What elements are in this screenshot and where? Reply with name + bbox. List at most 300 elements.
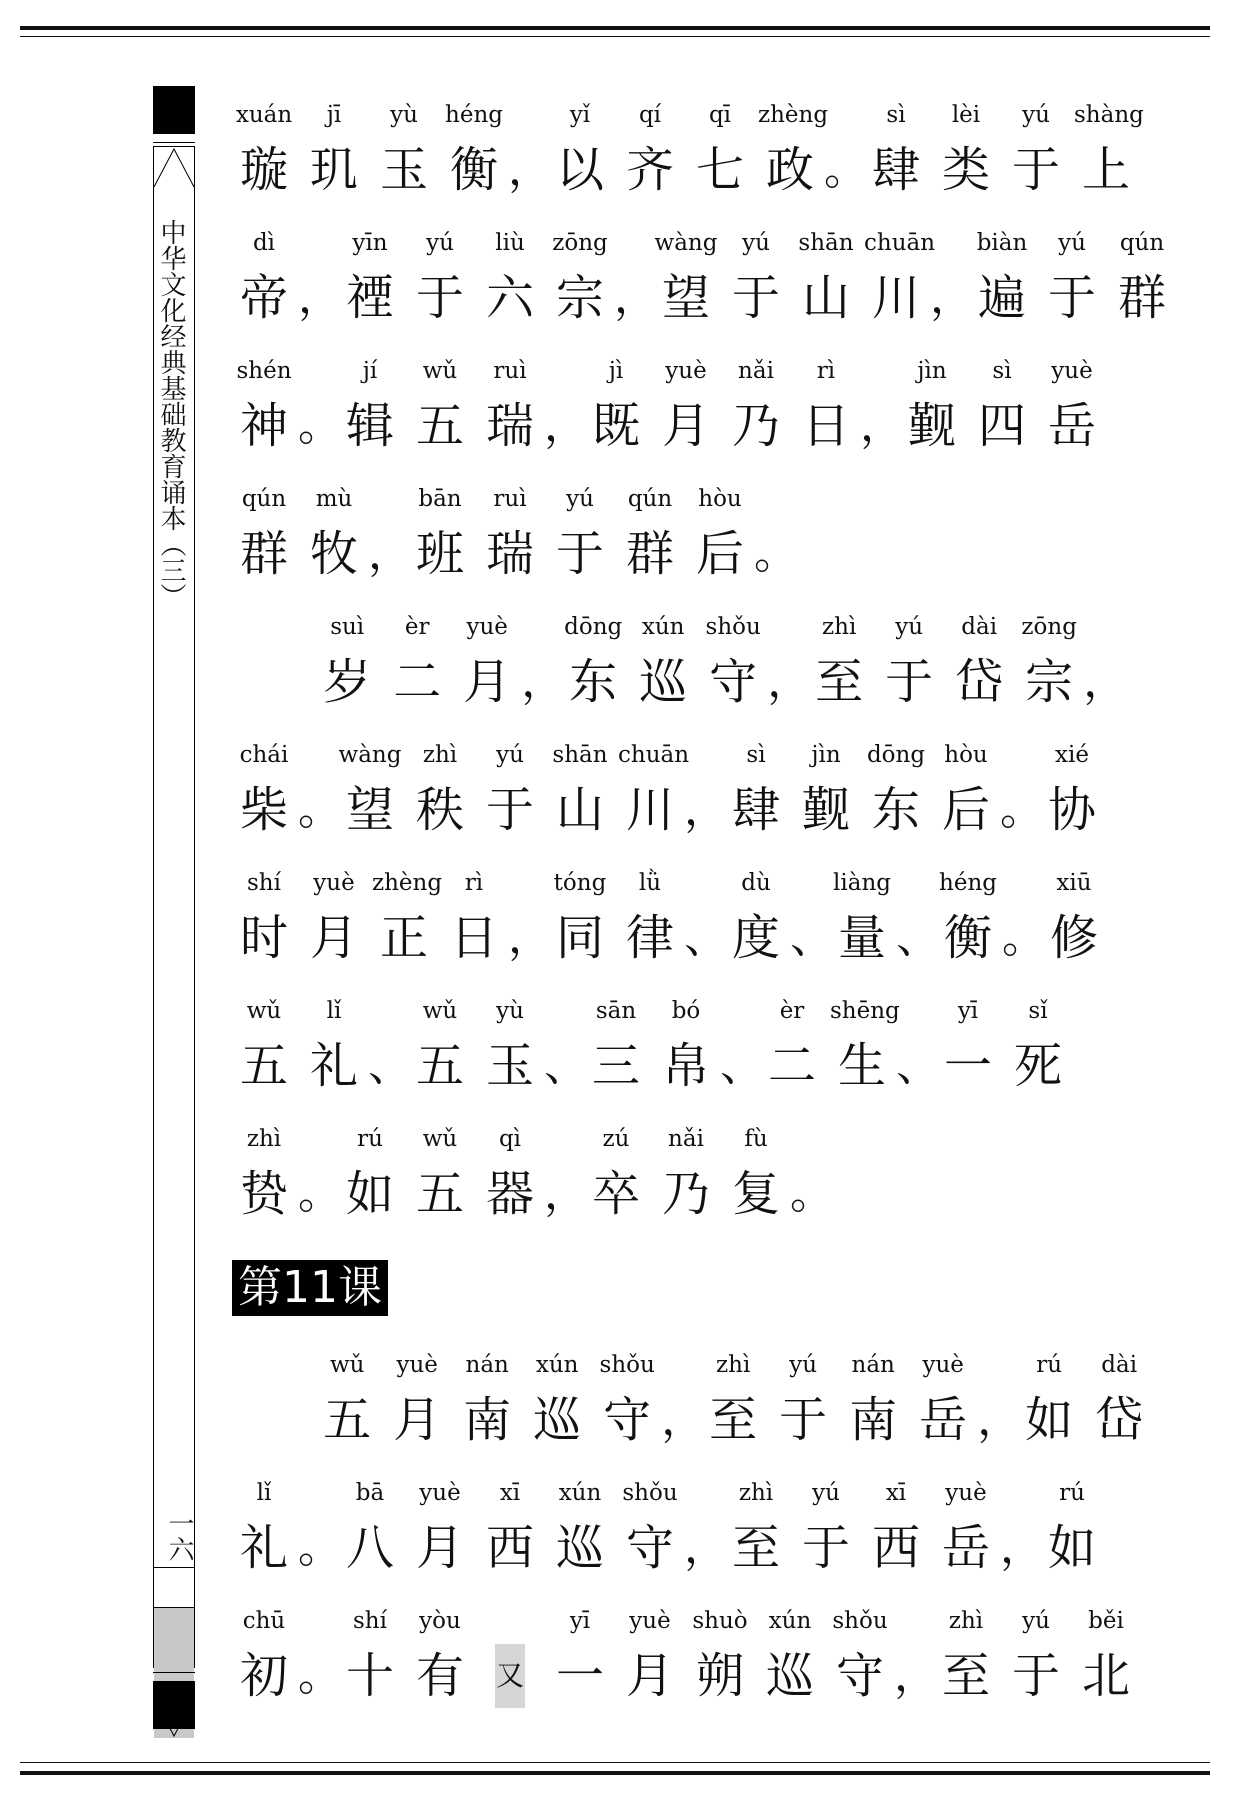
- hanzi: 东: [569, 654, 618, 710]
- ruby-character: [525, 1350, 589, 1452]
- ruby-character: [408, 996, 472, 1098]
- ruby-character: [1040, 740, 1104, 842]
- hanzi: 七: [695, 142, 744, 198]
- ruby-character: [1042, 868, 1106, 970]
- hanzi: 月: [661, 398, 710, 454]
- pinyin: xī: [885, 1480, 907, 1506]
- hanzi: 以: [555, 142, 604, 198]
- ruby-character: [618, 100, 682, 202]
- hanzi: 衡: [943, 910, 992, 966]
- ruby-character: [561, 612, 625, 714]
- text-line: [232, 228, 1166, 356]
- punctuation: ，: [860, 400, 904, 451]
- ruby-character: [548, 228, 612, 330]
- ruby-character: [934, 1478, 998, 1580]
- pinyin: yù: [390, 102, 418, 128]
- hanzi: 守: [625, 1520, 674, 1576]
- pinyin: dōng: [564, 614, 623, 640]
- ruby-character: [548, 484, 612, 586]
- hanzi: 礼: [309, 1038, 358, 1094]
- ruby-character: [232, 1478, 296, 1580]
- ruby-character: [408, 1478, 472, 1580]
- ruby-character: [385, 612, 449, 714]
- ruby-character: [1006, 996, 1070, 1098]
- pinyin: héng: [445, 102, 503, 128]
- text-line: [232, 1606, 1130, 1734]
- ruby-character: [864, 228, 936, 330]
- hanzi: 于: [731, 270, 780, 326]
- ruby-character: [794, 228, 858, 330]
- ruby-character: [442, 100, 506, 202]
- ruby-character: [302, 868, 366, 970]
- spine-black-block-top: [153, 86, 195, 134]
- ruby-character: [654, 1124, 718, 1226]
- ruby-character: [338, 1478, 402, 1580]
- hanzi: 于: [885, 654, 934, 710]
- pinyin: dài: [1101, 1352, 1138, 1378]
- hanzi: 日: [449, 910, 498, 966]
- ruby-character: [442, 868, 506, 970]
- text-line: [232, 356, 1096, 484]
- ruby-character: [548, 740, 612, 842]
- lesson-heading: 第11课: [232, 1260, 388, 1316]
- hanzi: 于: [801, 1520, 850, 1576]
- pinyin: yīn: [352, 230, 388, 256]
- hanzi: 生: [837, 1038, 886, 1094]
- hanzi: 正: [379, 910, 428, 966]
- ruby-character: [478, 484, 542, 586]
- pinyin: yú: [1022, 102, 1050, 128]
- hanzi: 东: [871, 782, 920, 838]
- text-line: [232, 612, 1128, 740]
- hanzi: 于: [1047, 270, 1096, 326]
- ruby-character: [232, 996, 296, 1098]
- text-line: [232, 1350, 1144, 1478]
- hanzi: 五: [415, 1038, 464, 1094]
- ruby-character: [232, 228, 296, 330]
- pinyin: shí: [353, 1608, 387, 1634]
- pinyin: wǔ: [246, 998, 282, 1024]
- pinyin: sì: [746, 742, 766, 768]
- hanzi: 齐: [625, 142, 674, 198]
- ruby-character: [830, 868, 894, 970]
- ruby-character: [232, 356, 296, 458]
- ruby-character: [595, 1350, 659, 1452]
- text-line: [232, 740, 1096, 868]
- pinyin: shǒu: [705, 614, 761, 640]
- text-line: [232, 1124, 1052, 1252]
- hanzi: 如: [1047, 1520, 1096, 1576]
- pinyin: hòu: [698, 486, 742, 512]
- hanzi: 瑞: [485, 526, 534, 582]
- punctuation: ，: [684, 784, 728, 835]
- ruby-character: [385, 1350, 449, 1452]
- hanzi: 礼: [239, 1520, 288, 1576]
- pinyin: fù: [744, 1126, 768, 1152]
- ruby-character: [1004, 1606, 1068, 1708]
- hanzi: 五: [323, 1392, 372, 1448]
- text-line: [232, 484, 1052, 612]
- hanzi: 岳: [919, 1392, 968, 1448]
- ruby-character: [1087, 1350, 1151, 1452]
- hanzi: 南: [849, 1392, 898, 1448]
- punctuation: ，: [544, 400, 588, 451]
- ruby-character: [548, 1606, 612, 1708]
- punctuation: 。: [824, 144, 868, 195]
- pinyin: qún: [627, 486, 673, 512]
- pinyin: yuè: [466, 614, 508, 640]
- pinyin: rì: [816, 358, 836, 384]
- hanzi: 西: [485, 1520, 534, 1576]
- ruby-character: [618, 484, 682, 586]
- hanzi: 群: [239, 526, 288, 582]
- pinyin: yuè: [1051, 358, 1093, 384]
- hanzi: 五: [415, 398, 464, 454]
- ruby-character: [408, 484, 472, 586]
- ruby-character: [584, 1124, 648, 1226]
- hanzi: 至: [815, 654, 864, 710]
- hanzi: 至: [941, 1648, 990, 1704]
- pinyin: yǐ: [569, 102, 591, 128]
- hanzi: 于: [415, 270, 464, 326]
- hanzi: 时: [239, 910, 288, 966]
- ruby-character: [654, 356, 718, 458]
- hanzi: 上: [1081, 142, 1130, 198]
- pinyin: zōng: [552, 230, 608, 256]
- punctuation: 。: [298, 784, 342, 835]
- punctuation: 。: [298, 400, 342, 451]
- pinyin: wǔ: [329, 1352, 365, 1378]
- pinyin: yú: [566, 486, 594, 512]
- pinyin: chuān: [864, 230, 936, 256]
- punctuation: ，: [521, 656, 566, 707]
- ruby-character: [478, 1606, 542, 1708]
- ruby-character: [841, 1350, 905, 1452]
- pinyin: suì: [330, 614, 365, 640]
- text-line: [232, 100, 1144, 228]
- ruby-character: [934, 100, 998, 202]
- ruby-character: [338, 1124, 402, 1226]
- hanzi: 日: [801, 398, 850, 454]
- pinyin: chái: [239, 742, 289, 768]
- pinyin: xún: [768, 1608, 812, 1634]
- ruby-character: [548, 868, 612, 970]
- variant-character-note: 又: [495, 1644, 525, 1708]
- pinyin: běi: [1088, 1608, 1124, 1634]
- ruby-character: [794, 740, 858, 842]
- hanzi: 巡: [533, 1392, 582, 1448]
- ruby-character: [338, 356, 402, 458]
- ruby-character: [947, 612, 1011, 714]
- pinyin: tóng: [553, 870, 607, 896]
- punctuation: 、: [896, 1040, 940, 1091]
- hanzi: 玉: [379, 142, 428, 198]
- pinyin: bó: [671, 998, 701, 1024]
- spine-chevron-up-icon: [154, 147, 194, 187]
- pinyin: hòu: [944, 742, 988, 768]
- pinyin: xié: [1055, 742, 1089, 768]
- ruby-character: [548, 100, 612, 202]
- ruby-character: [631, 612, 695, 714]
- bottom-rule-thin: [20, 1762, 1210, 1763]
- pinyin: yuè: [945, 1480, 987, 1506]
- pinyin: lǜ: [638, 870, 662, 896]
- ruby-character: [864, 740, 928, 842]
- ruby-character: [724, 228, 788, 330]
- ruby-character: [408, 740, 472, 842]
- pinyin: zhèng: [758, 102, 829, 128]
- ruby-character: [478, 356, 542, 458]
- hanzi: 月: [393, 1392, 442, 1448]
- ruby-character: [830, 996, 900, 1098]
- pinyin: jī: [326, 102, 342, 128]
- pinyin: shuò: [692, 1608, 748, 1634]
- punctuation: ，: [930, 272, 974, 323]
- hanzi: 群: [625, 526, 674, 582]
- punctuation: ，: [1000, 1522, 1044, 1573]
- hanzi: 月: [309, 910, 358, 966]
- punctuation: ，: [508, 144, 552, 195]
- hanzi: 觐: [801, 782, 850, 838]
- pinyin: xún: [558, 1480, 602, 1506]
- pinyin: shǒu: [832, 1608, 888, 1634]
- pinyin: sì: [886, 102, 906, 128]
- hanzi: 衡: [449, 142, 498, 198]
- pinyin: jìn: [811, 742, 841, 768]
- hanzi: 于: [555, 526, 604, 582]
- pinyin: biàn: [976, 230, 1028, 256]
- pinyin: sì: [992, 358, 1012, 384]
- ruby-character: [315, 1350, 379, 1452]
- pinyin: zú: [602, 1126, 630, 1152]
- hanzi: 辑: [345, 398, 394, 454]
- ruby-character: [724, 356, 788, 458]
- hanzi: 复: [731, 1166, 780, 1222]
- pinyin: yuè: [629, 1608, 671, 1634]
- pinyin: bā: [355, 1480, 385, 1506]
- hanzi: 西: [871, 1520, 920, 1576]
- punctuation: ，: [1083, 656, 1128, 707]
- hanzi: 望: [345, 782, 394, 838]
- hanzi: 类: [941, 142, 990, 198]
- punctuation: 、: [368, 1040, 412, 1091]
- punctuation: ，: [767, 656, 812, 707]
- ruby-character: [408, 228, 472, 330]
- punctuation: ，: [894, 1650, 938, 1701]
- ruby-character: [970, 356, 1034, 458]
- punctuation: 。: [298, 1650, 342, 1701]
- pinyin: qì: [498, 1126, 522, 1152]
- ruby-character: [1074, 100, 1144, 202]
- pinyin: yú: [812, 1480, 840, 1506]
- pinyin: sān: [595, 998, 637, 1024]
- hanzi: 于: [485, 782, 534, 838]
- punctuation: 、: [684, 912, 728, 963]
- ruby-character: [618, 1478, 682, 1580]
- hanzi: 巡: [765, 1648, 814, 1704]
- pinyin: zhì: [246, 1126, 282, 1152]
- pinyin: zhì: [422, 742, 458, 768]
- ruby-character: [232, 1606, 296, 1708]
- pinyin: xuán: [235, 102, 293, 128]
- hanzi: 秩: [415, 782, 464, 838]
- punctuation: 。: [790, 1168, 834, 1219]
- ruby-character: [1040, 1478, 1104, 1580]
- ruby-character: [478, 996, 542, 1098]
- pinyin: zhì: [822, 614, 857, 640]
- ruby-character: [1040, 228, 1104, 330]
- text-body-lower: [232, 1350, 1144, 1734]
- hanzi: 岱: [1095, 1392, 1144, 1448]
- ruby-character: [338, 740, 402, 842]
- pinyin: lǐ: [256, 1480, 272, 1506]
- ruby-character: [864, 1478, 928, 1580]
- hanzi: 山: [555, 782, 604, 838]
- hanzi: 守: [709, 654, 758, 710]
- pinyin: rú: [1036, 1352, 1063, 1378]
- pinyin: yī: [569, 1608, 591, 1634]
- pinyin: ruì: [493, 486, 527, 512]
- ruby-character: [338, 1606, 402, 1708]
- pinyin: xiū: [1056, 870, 1092, 896]
- spine-hairline: [153, 1672, 195, 1673]
- hanzi: 帝: [239, 270, 288, 326]
- bottom-rule-thick: [20, 1771, 1210, 1775]
- punctuation: ，: [614, 272, 658, 323]
- pinyin: rú: [357, 1126, 383, 1152]
- hanzi: 岱: [955, 654, 1004, 710]
- pinyin: mù: [315, 486, 353, 512]
- hanzi: 乃: [661, 1166, 710, 1222]
- ruby-character: [584, 996, 648, 1098]
- hanzi: 月: [463, 654, 512, 710]
- pinyin: yuè: [396, 1352, 438, 1378]
- ruby-character: [408, 1606, 472, 1708]
- ruby-character: [408, 356, 472, 458]
- hanzi: 巡: [639, 654, 688, 710]
- hanzi: 群: [1117, 270, 1166, 326]
- ruby-character: [828, 1606, 892, 1708]
- pinyin: yú: [742, 230, 770, 256]
- hanzi: 璇: [239, 142, 288, 198]
- pinyin: shēng: [830, 998, 900, 1024]
- hanzi: 岁: [323, 654, 372, 710]
- pinyin: dài: [961, 614, 998, 640]
- hanzi: 遍: [977, 270, 1026, 326]
- pinyin: shǒu: [622, 1480, 678, 1506]
- ruby-character: [618, 868, 682, 970]
- ruby-character: [478, 1478, 542, 1580]
- hanzi: 五: [415, 1166, 464, 1222]
- pinyin: rì: [464, 870, 484, 896]
- ruby-character: [618, 1606, 682, 1708]
- pinyin: qí: [638, 102, 662, 128]
- punctuation: ，: [368, 528, 412, 579]
- punctuation: ，: [661, 1394, 706, 1445]
- ruby-character: [970, 228, 1034, 330]
- hanzi: 至: [731, 1520, 780, 1576]
- ruby-character: [794, 356, 858, 458]
- pinyin: qún: [241, 486, 287, 512]
- hanzi: 班: [415, 526, 464, 582]
- ruby-character: [911, 1350, 975, 1452]
- hanzi: 帛: [661, 1038, 710, 1094]
- pinyin: yuè: [922, 1352, 964, 1378]
- ruby-character: [688, 484, 752, 586]
- pinyin: yuè: [313, 870, 355, 896]
- pinyin: xún: [641, 614, 685, 640]
- ruby-character: [654, 996, 718, 1098]
- hanzi: 于: [779, 1392, 828, 1448]
- hanzi: 后: [695, 526, 744, 582]
- pinyin: sǐ: [1028, 998, 1048, 1024]
- hanzi: 八: [345, 1520, 394, 1576]
- hanzi: 十: [345, 1648, 394, 1704]
- hanzi: 觐: [907, 398, 956, 454]
- hanzi: 一: [555, 1648, 604, 1704]
- ruby-character: [771, 1350, 835, 1452]
- hanzi: 玉: [485, 1038, 534, 1094]
- top-rule-thick: [20, 26, 1210, 30]
- hanzi: 初: [239, 1648, 288, 1704]
- pinyin: xī: [499, 1480, 521, 1506]
- pinyin: jí: [362, 358, 378, 384]
- hanzi: 守: [603, 1392, 652, 1448]
- pinyin: zhì: [716, 1352, 751, 1378]
- hanzi: 既: [591, 398, 640, 454]
- pinyin: rú: [1059, 1480, 1085, 1506]
- hanzi: 南: [463, 1392, 512, 1448]
- ruby-character: [1110, 228, 1174, 330]
- ruby-character: [688, 100, 752, 202]
- ruby-character: [478, 228, 542, 330]
- ruby-character: [408, 1124, 472, 1226]
- hanzi: 月: [625, 1648, 674, 1704]
- pinyin: lǐ: [326, 998, 342, 1024]
- pinyin: wǔ: [422, 998, 458, 1024]
- side-spine: [153, 76, 195, 1731]
- ruby-character: [934, 1606, 998, 1708]
- pinyin: shān: [552, 742, 608, 768]
- ruby-character: [724, 1124, 788, 1226]
- pinyin: wǔ: [422, 358, 458, 384]
- ruby-character: [548, 1478, 612, 1580]
- ruby-character: [864, 100, 928, 202]
- hanzi: 修: [1049, 910, 1098, 966]
- hanzi: 玑: [309, 142, 358, 198]
- punctuation: ，: [684, 1522, 728, 1573]
- hanzi: 如: [1025, 1392, 1074, 1448]
- hanzi: 度: [731, 910, 780, 966]
- punctuation: 。: [1002, 912, 1046, 963]
- ruby-character: [758, 100, 829, 202]
- ruby-character: [372, 868, 443, 970]
- pinyin: wàng: [654, 230, 718, 256]
- ruby-character: [584, 356, 648, 458]
- pinyin: qún: [1119, 230, 1165, 256]
- ruby-character: [701, 612, 765, 714]
- ruby-character: [455, 612, 519, 714]
- pinyin: nán: [851, 1352, 895, 1378]
- hanzi: 协: [1047, 782, 1096, 838]
- ruby-character: [794, 1478, 858, 1580]
- punctuation: 。: [754, 528, 798, 579]
- punctuation: 、: [790, 912, 834, 963]
- ruby-character: [900, 356, 964, 458]
- ruby-character: [618, 740, 690, 842]
- pinyin: yú: [1058, 230, 1086, 256]
- hanzi: 柴: [239, 782, 288, 838]
